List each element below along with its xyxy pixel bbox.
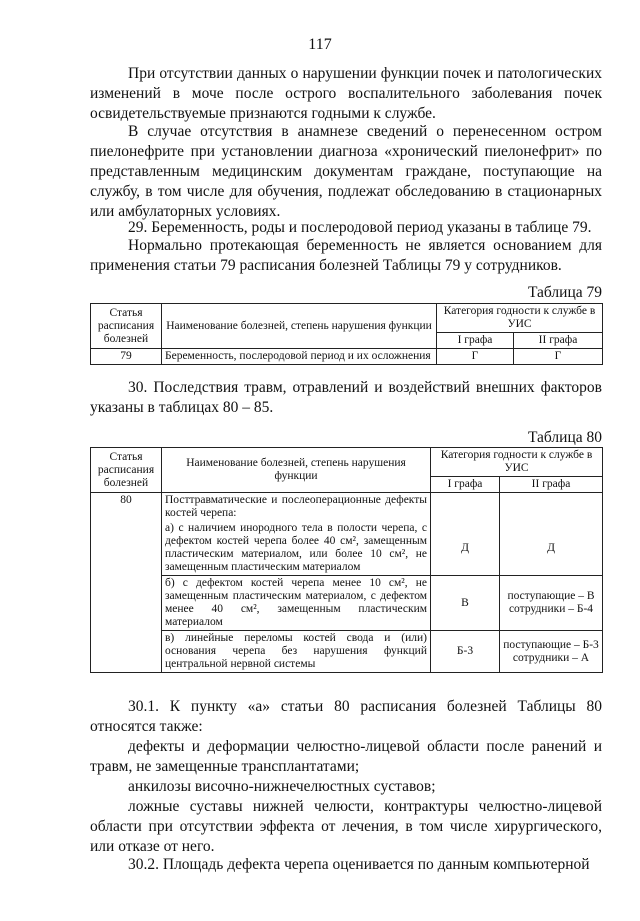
t79-col1: Г — [437, 349, 514, 365]
t80-row-a-col2: Д — [500, 521, 603, 576]
t79-header-disease: Наименование болезней, степень нарушения функции — [162, 304, 437, 349]
t80-row-b-disease: б) с дефектом костей черепа менее 10 см², не замещенным пластическим материалом, с дефектом менее 40 см², замещенным пластическим материалом — [162, 576, 431, 631]
t80-row-b-col2: поступающие – В сотрудники – Б-4 — [500, 576, 603, 631]
paragraph-ankylosis: анкилозы височно-нижнечелюстных суставов; — [128, 778, 436, 795]
table-row — [91, 576, 603, 631]
table-row — [91, 521, 603, 576]
table-row — [91, 349, 603, 365]
t80-header-col2: II графа — [500, 477, 603, 493]
paragraph-30: 30. Последствия травм, отравлений и воздействий внешних факторов указаны в таблицах 80 – 85. — [90, 379, 602, 416]
t80-row-a-disease: а) с наличием инородного тела в полости черепа, с дефектом костей черепа более 40 см², замещенным пластическим материалом, или более 10 см², не замещенным пластическим материалом — [162, 521, 431, 576]
t80-row-b-col1: В — [431, 576, 500, 631]
t80-row-c-disease: в) линейные переломы костей свода и (или) основания черепа без нарушения функций центральной нервной системы — [162, 631, 431, 673]
paragraph-30-2: 30.2. Площадь дефекта черепа оценивается по данным компьютерной — [128, 856, 590, 873]
paragraph-kidney-normal: При отсутствии данных о нарушении функции почек и патологических изменений в моче после острого воспалительного заболевания почек освидетельствуемые признаются годными к службе. — [90, 65, 602, 122]
table-80 — [90, 447, 603, 673]
paragraph-pyelonephritis: В случае отсутствия в анамнезе сведений о перенесенном остром пиелонефрите при установлении диагноза «хронический пиелонефрит» по представленным медицинским документам граждане, поступающие на службу, в том числе для обучения, подлежат обследованию в стационарных или амбулаторных условиях. — [90, 123, 602, 220]
paragraph-30-1: 30.1. К пункту «а» статьи 80 расписания болезней Таблицы 80 относятся также: — [90, 698, 602, 735]
t80-header-disease: Наименование болезней, степень нарушения функции — [162, 448, 431, 493]
t80-article: 80 — [91, 493, 162, 673]
paragraph-defects: дефекты и деформации челюстно-лицевой области после ранений и травм, не замещенные трансплантатами; — [90, 738, 602, 775]
page-number: 117 — [308, 36, 332, 53]
t79-col2: Г — [514, 349, 603, 365]
t80-row-a-col1: Д — [431, 521, 500, 576]
table-row — [91, 631, 603, 673]
t80-empty-col1 — [431, 493, 500, 522]
table79-caption: Таблица 79 — [527, 284, 602, 301]
t79-disease: Беременность, послеродовой период и их осложнения — [162, 349, 437, 365]
t79-header-article: Статья расписания болезней — [91, 304, 162, 349]
t79-header-col1: I графа — [437, 333, 514, 349]
t79-article: 79 — [91, 349, 162, 365]
table-79 — [90, 303, 603, 365]
t80-header-category: Категория годности к службе в УИС — [431, 448, 603, 477]
table80-caption: Таблица 80 — [527, 429, 602, 446]
t80-row-c-col1: Б-3 — [431, 631, 500, 673]
t80-empty-col2 — [500, 493, 603, 522]
t79-header-category: Категория годности к службе в УИС — [437, 304, 603, 333]
t80-intro: Посттравматические и послеоперационные дефекты костей черепа: — [162, 493, 431, 522]
table-row — [91, 493, 603, 522]
t80-header-article: Статья расписания болезней — [91, 448, 162, 493]
t80-header-col1: I графа — [431, 477, 500, 493]
t80-row-c-col2: поступающие – Б-3 сотрудники – А — [500, 631, 603, 673]
paragraph-pregnancy: Нормально протекающая беременность не является основанием для применения статьи 79 расписания болезней Таблицы 79 у сотрудников. — [90, 237, 602, 274]
paragraph-29: 29. Беременность, роды и послеродовой период указаны в таблице 79. — [128, 219, 592, 236]
t79-header-col2: II графа — [514, 333, 603, 349]
paragraph-false-joints: ложные суставы нижней челюсти, контрактуры челюстно-лицевой области при отсутствии эффекта от лечения, в том числе хирургического, или отказе от него. — [90, 798, 602, 855]
